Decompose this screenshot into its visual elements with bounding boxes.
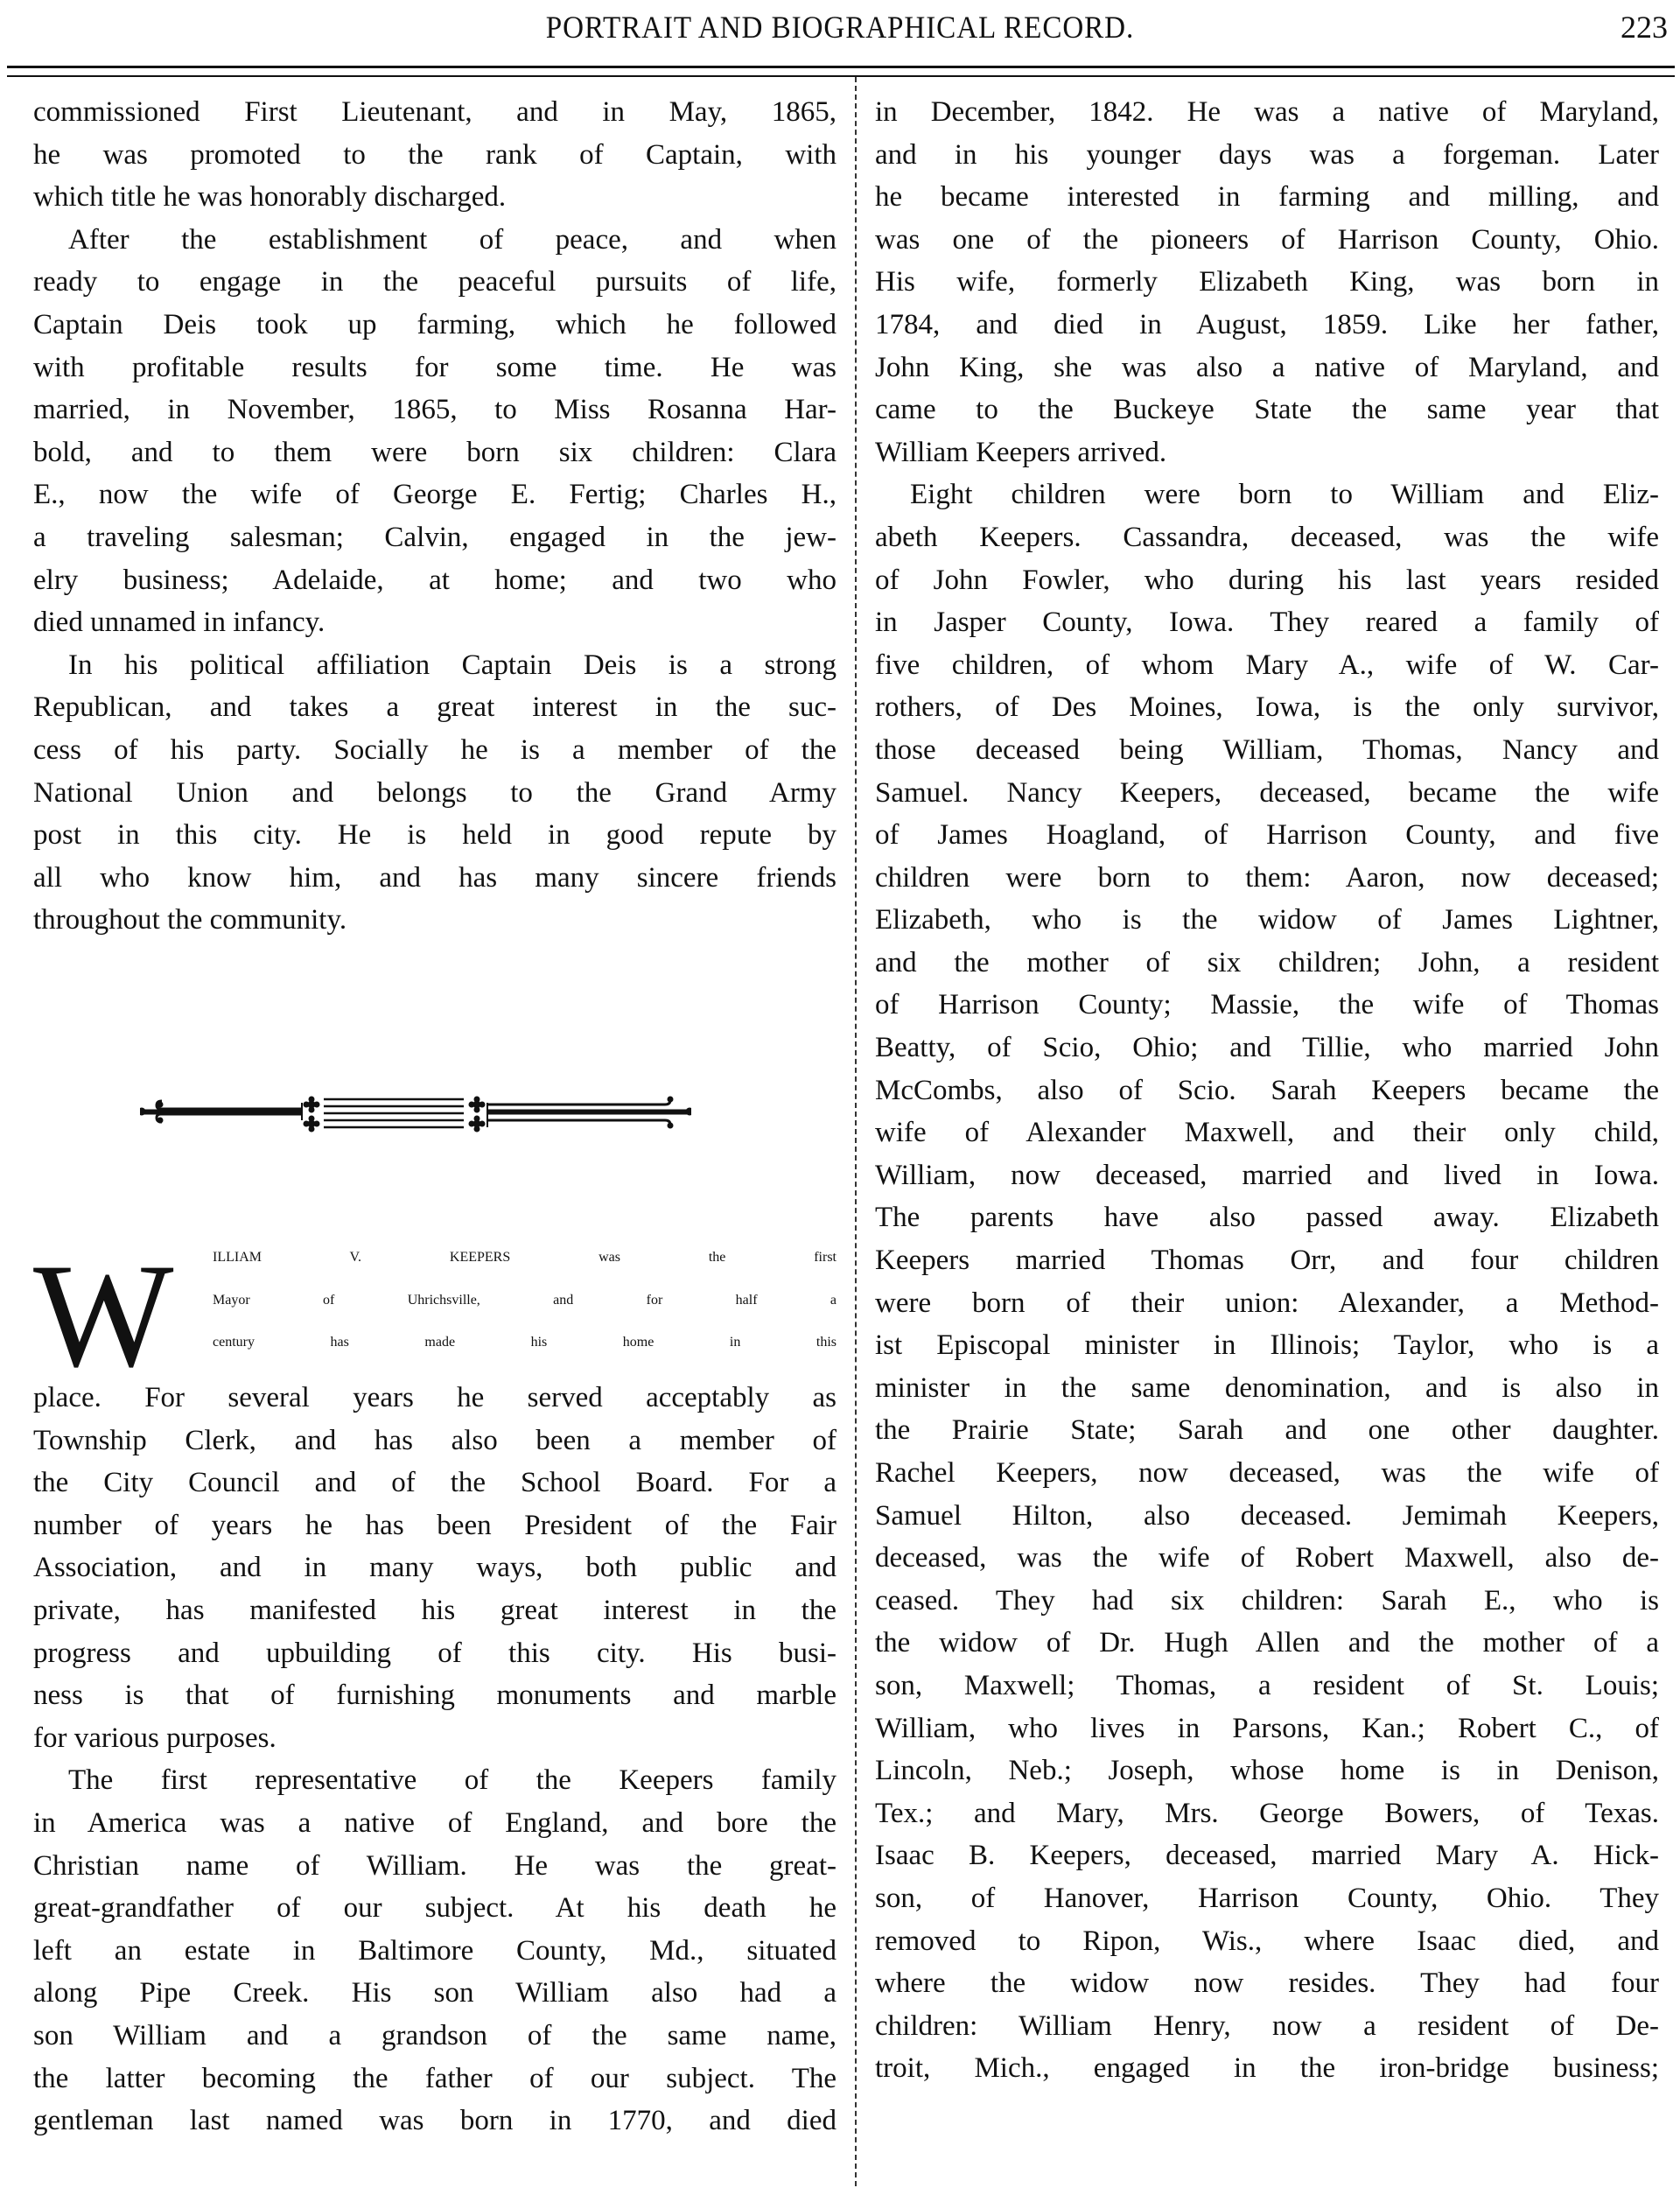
deis-continuation-paragraph [33,91,836,219]
text-line: Lincoln, Neb.; Joseph, whose home is in Denison, [875,1755,1659,1787]
text-line: the latter becoming the father of our subject. The [33,2062,836,2094]
column-divider [855,77,857,2186]
page-number: 223 [1620,10,1668,45]
text-line: cess of his party. Socially he is a member of the [33,733,836,766]
text-line: Samuel. Nancy Keepers, deceased, became the wife [875,776,1659,809]
header-rule-top [7,66,1675,68]
text-line: died unnamed in infancy. [33,607,326,639]
text-line: ist Episcopal minister in Illinois; Taylor, who is a [875,1329,1659,1362]
text-line: all who know him, and has many sincere friends [33,861,836,894]
text-line: In his political affiliation Captain Deis is a strong [68,649,836,681]
text-line: abeth Keepers. Cassandra, deceased, was the wife [875,521,1659,553]
text-line: Samuel Hilton, also deceased. Jemimah Keepers, [875,1499,1659,1532]
text-line: Captain Deis took up farming, which he followed [33,308,836,340]
text-line: for various purposes. [33,1722,276,1754]
text-line: Elizabeth, who is the widow of James Lightner, [875,904,1659,936]
running-title: PORTRAIT AND BIOGRAPHICAL RECORD. [545,10,1135,45]
text-line: bold, and to them were born six children: Clara [33,436,836,468]
deis-farming-paragraph [33,219,836,644]
text-line: with profitable results for some time. He was [33,351,836,383]
text-line: children: William Henry, now a resident of De- [875,2009,1659,2042]
text-line: Association, and in many ways, both public and [33,1552,836,1584]
text-line: in Jasper County, Iowa. They reared a family of [875,607,1659,639]
right-column [875,91,1659,2090]
text-line: ready to engage in the peaceful pursuits of life, [33,266,836,298]
header-rule-bottom [7,75,1675,77]
text-line: 1784, and died in August, 1859. Like her father, [875,308,1659,340]
text-line: son, of Hanover, Harrison County, Ohio. They [875,1882,1659,1914]
text-line: number of years he has been President of the Fair [33,1509,836,1541]
text-line: son William and a grandson of the same name, [33,2019,836,2051]
text-line: removed to Ripon, Wis., where Isaac died, and [875,1925,1659,1957]
text-line: gentleman last named was born in 1770, and died [33,2105,836,2137]
text-line: the Prairie State; Sarah and one other daughter. [875,1414,1659,1447]
text-line: and in his younger days was a forgeman. Later [875,138,1659,171]
text-line: Mayor of Uhrichsville, and for half a [213,1292,836,1308]
text-line: Tex.; and Mary, Mrs. George Bowers, of Texas. [875,1797,1659,1829]
text-line: the City Council and of the School Board. For a [33,1467,836,1499]
text-line: of John Fowler, who during his last years resided [875,564,1659,596]
text-line: the widow of Dr. Hugh Allen and the mother of a [875,1627,1659,1659]
text-line: place. For several years he served acceptably as [33,1382,836,1413]
text-line: ILLIAM V. KEEPERS was the first [213,1250,836,1265]
text-line: Isaac B. Keepers, deceased, married Mary A. Hick- [875,1840,1659,1872]
text-line: a traveling salesman; Calvin, engaged in the jew- [33,521,836,553]
text-line: which title he was honorably discharged. [33,181,507,214]
text-line: Rachel Keepers, now deceased, was the wife of [875,1457,1659,1489]
text-line: Keepers married Thomas Orr, and four children [875,1245,1659,1277]
text-line: McCombs, also of Scio. Sarah Keepers became the [875,1074,1659,1106]
keepers-career-paragraph [33,1377,836,1759]
text-line: great-grandfather of our subject. At his death he [33,1892,836,1925]
text-line: children were born to them: Aaron, now deceased; [875,861,1659,894]
text-line: William, who lives in Parsons, Kan.; Robert C., of [875,1712,1659,1744]
text-line: Christian name of William. He was the great- [33,1849,836,1882]
children-paragraph [875,473,1659,2090]
text-line: private, has manifested his great interest in the [33,1594,836,1626]
text-line: ceased. They had six children: Sarah E., who is [875,1584,1659,1616]
page-header [0,0,1680,61]
drop-cap-adjacent-lines [213,1250,836,1378]
text-line: throughout the community. [33,904,347,936]
text-line: in America was a native of England, and bore the [33,1806,836,1839]
text-line: Republican, and takes a great interest in the suc- [33,691,836,724]
text-line: The parents have also passed away. Elizabeth [875,1202,1659,1234]
left-column-top [33,91,836,942]
text-line: in December, 1842. He was a native of Maryland, [875,96,1659,128]
text-line: married, in November, 1865, to Miss Rosanna Har- [33,394,836,426]
text-line: where the widow now resides. They had four [875,1967,1659,2000]
text-line: of Harrison County; Massie, the wife of Thomas [875,989,1659,1021]
keepers-ancestry-paragraph [33,1759,836,2142]
left-column-bottom [33,1377,836,2142]
text-line: progress and upbuilding of this city. His busi- [33,1637,836,1669]
text-line: came to the Buckeye State the same year that [875,394,1659,426]
text-line: Beatty, of Scio, Ohio; and Tillie, who married John [875,1032,1659,1064]
text-line: of James Hoagland, of Harrison County, and five [875,819,1659,852]
text-line: minister in the same denomination, and is also in [875,1371,1659,1404]
text-line: commissioned First Lieutenant, and in May, 1865, [33,96,836,128]
text-line: were born of their union: Alexander, a Method- [875,1287,1659,1319]
text-line: those deceased being William, Thomas, Nancy and [875,733,1659,766]
text-line: John King, she was also a native of Maryland, and [875,351,1659,383]
text-line: Eight children were born to William and Eliz- [910,479,1659,511]
father-paragraph [875,91,1659,473]
text-line: was one of the pioneers of Harrison County, Ohio. [875,223,1659,256]
text-line: son, Maxwell; Thomas, a resident of St. Louis; [875,1669,1659,1701]
text-line: The first representative of the Keepers family [68,1764,836,1797]
text-line: deceased, was the wife of Robert Maxwell, also de- [875,1542,1659,1574]
text-line: century has made his home in this [213,1335,836,1350]
text-line: left an estate in Baltimore County, Md., situated [33,1934,836,1967]
text-line: ness is that of furnishing monuments and marble [33,1680,836,1712]
text-line: he was promoted to the rank of Captain, with [33,138,836,171]
text-line: After the establishment of peace, and when [68,223,836,256]
text-line: rothers, of Des Moines, Iowa, is the only survivor, [875,691,1659,724]
text-line: William Keepers arrived. [875,436,1167,468]
text-line: he became interested in farming and milling, and [875,181,1659,214]
text-line: wife of Alexander Maxwell, and their only child, [875,1117,1659,1149]
text-line: E., now the wife of George E. Fertig; Charles H., [33,479,836,511]
text-line: National Union and belongs to the Grand Army [33,776,836,809]
text-line: elry business; Adelaide, at home; and two who [33,564,836,596]
text-line: William, now deceased, married and lived in Iowa. [875,1159,1659,1191]
drop-cap-letter: W [33,1233,174,1398]
text-line: troit, Mich., engaged in the iron-bridge business; [875,2052,1659,2085]
text-line: and the mother of six children; John, a resident [875,946,1659,978]
text-line: along Pipe Creek. His son William also had a [33,1977,836,2009]
text-line: post in this city. He is held in good repute by [33,819,836,852]
text-line: His wife, formerly Elizabeth King, was born in [875,266,1659,298]
deis-political-paragraph [33,644,836,942]
text-line: Township Clerk, and has also been a member of [33,1424,836,1456]
text-line: five children, of whom Mary A., wife of W. Car- [875,649,1659,681]
ornamental-divider-icon [140,1085,691,1138]
